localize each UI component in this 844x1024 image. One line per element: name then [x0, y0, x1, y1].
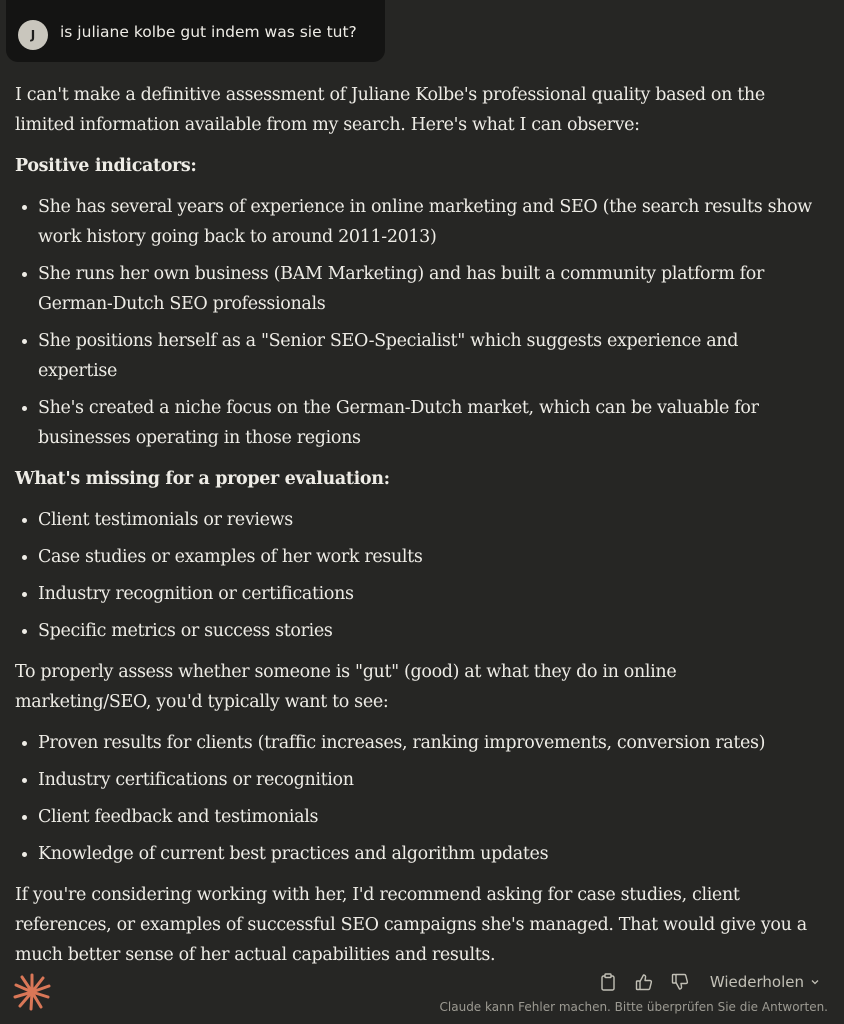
closing-paragraph: If you're considering working with her, I'd recommend asking for case studies, client references, or examples of successful SEO campaigns she's managed. That would give you a much better sense of her actual capabilities and results. — [15, 885, 807, 965]
clipboard-icon[interactable] — [598, 972, 618, 992]
assess-paragraph: To properly assess whether someone is "gut" (good) at what they do in online marketing/SEO, you'd typically want to see: — [15, 662, 677, 712]
list-item: • She runs her own business (BAM Marketing) and has built a community platform for German-Dutch SEO professionals — [38, 259, 815, 319]
list-item: • Case studies or examples of her work results — [38, 542, 815, 572]
chevron-down-icon — [810, 973, 820, 991]
list-item: • She positions herself as a "Senior SEO-Specialist" which suggests experience and expertise — [38, 326, 815, 386]
list-item: • Knowledge of current best practices and algorithm updates — [38, 839, 815, 869]
list-item: • She's created a niche focus on the German-Dutch market, which can be valuable for businesses operating in those regions — [38, 393, 815, 453]
list-item: • Proven results for clients (traffic increases, ranking improvements, conversion rates) — [38, 728, 815, 758]
positive-list — [15, 192, 815, 453]
list-item: • Industry certifications or recognition — [38, 765, 815, 795]
message-actions — [598, 968, 820, 996]
thumbs-up-icon[interactable] — [634, 972, 654, 992]
missing-list — [15, 505, 815, 646]
response-intro: I can't make a definitive assessment of Juliane Kolbe's professional quality based on the limited information available from my search. Here's what I can observe: — [15, 85, 765, 135]
missing-heading: What's missing for a proper evaluation: — [15, 469, 390, 489]
user-message-bubble — [6, 0, 385, 62]
list-item: • Client testimonials or reviews — [38, 505, 815, 535]
thumbs-down-icon[interactable] — [670, 972, 690, 992]
list-item: • She has several years of experience in online marketing and SEO (the search results show work history going back to around 2011-2013) — [38, 192, 815, 252]
list-item: • Client feedback and testimonials — [38, 802, 815, 832]
user-avatar: J — [18, 20, 48, 50]
user-message-text: is juliane kolbe gut indem was sie tut? — [60, 23, 357, 41]
assess-list — [15, 728, 815, 869]
assistant-response — [15, 80, 815, 981]
list-item: • Specific metrics or success stories — [38, 616, 815, 646]
retry-label: Wiederholen — [709, 973, 804, 991]
list-item: • Industry recognition or certifications — [38, 579, 815, 609]
disclaimer-text: Claude kann Fehler machen. Bitte überprüfen Sie die Antworten. — [439, 1000, 828, 1014]
claude-logo-icon — [12, 972, 52, 1012]
retry-button[interactable] — [710, 973, 820, 991]
positive-heading: Positive indicators: — [15, 156, 197, 176]
